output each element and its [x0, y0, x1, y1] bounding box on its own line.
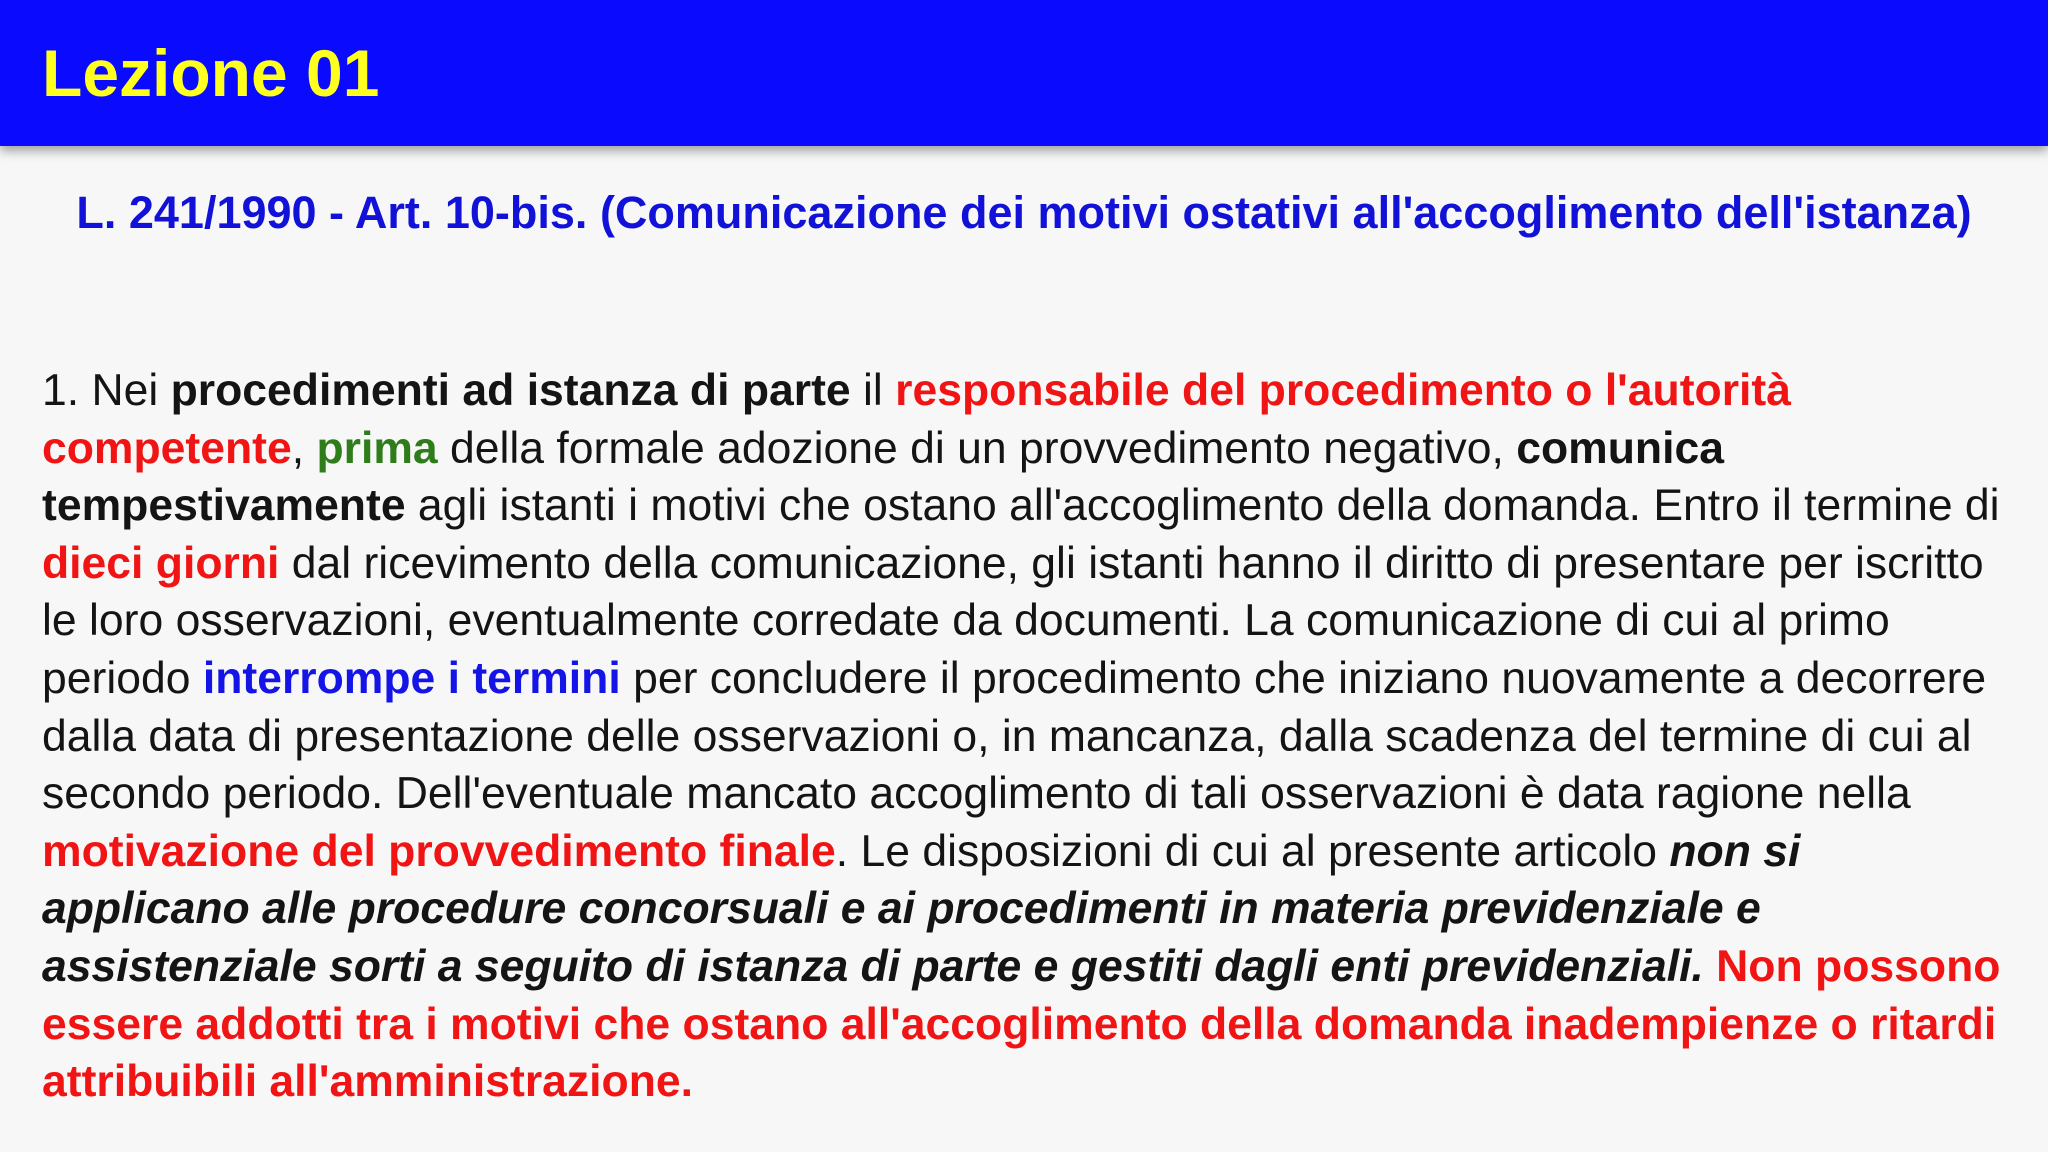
- header-bar: [0, 0, 2048, 146]
- body-text: agli istanti i motivi che ostano all'accoglimento della domanda. Entro il termine di: [405, 481, 2000, 531]
- highlight-red: dieci giorni: [42, 538, 280, 588]
- highlight-red: responsabile del procedimento o l'autorità competente: [42, 366, 1791, 473]
- highlight-green: prima: [316, 423, 438, 473]
- body-text: della formale adozione di un provvedimento negativo,: [437, 423, 1517, 473]
- emphasis-bold: comunica tempestivamente: [42, 423, 1724, 531]
- emphasis-bold-italic: non si applicano alle procedure concorsuali e ai procedimenti in materia previdenziale e assistenziale sorti a seguito di istanza di parte e gestiti dagli enti previdenziali.: [42, 826, 1801, 991]
- highlight-blue: interrompe i termini: [202, 653, 621, 703]
- body-text: per concludere il procedimento che iniziano nuovamente a decorrere dalla data di presentazione delle osservazioni o, in mancanza, dalla scadenza del termine di cui al secondo periodo. Dell'eventuale mancato accoglimento di tali osservazioni è data ragione nella: [42, 653, 1987, 819]
- body-text: [1704, 942, 1716, 991]
- article-title: L. 241/1990 - Art. 10-bis. (Comunicazione dei motivi ostativi all'accoglimento dell'istanza): [76, 187, 1972, 238]
- article-body: [42, 362, 2012, 1111]
- body-text: . Le disposizioni di cui al presente articolo: [835, 826, 1670, 876]
- body-text: il: [850, 366, 896, 415]
- highlight-red: motivazione del provvedimento finale: [42, 826, 836, 876]
- emphasis-bold: procedimenti ad istanza di parte: [170, 366, 851, 415]
- highlight-red: Non possono essere addotti tra i motivi che ostano all'accoglimento della domanda inadempienze o ritardi attribuibili all'amministrazione.: [42, 941, 2001, 1107]
- body-text: dal ricevimento della comunicazione, gli istanti hanno il diritto di presentare per iscritto le loro osservazioni, eventualmente corredate da documenti. La comunicazione di cui al primo periodo: [42, 538, 1984, 703]
- body-text: 1. Nei: [42, 366, 171, 415]
- body-text: ,: [291, 423, 317, 473]
- lesson-title: Lezione 01: [42, 36, 380, 110]
